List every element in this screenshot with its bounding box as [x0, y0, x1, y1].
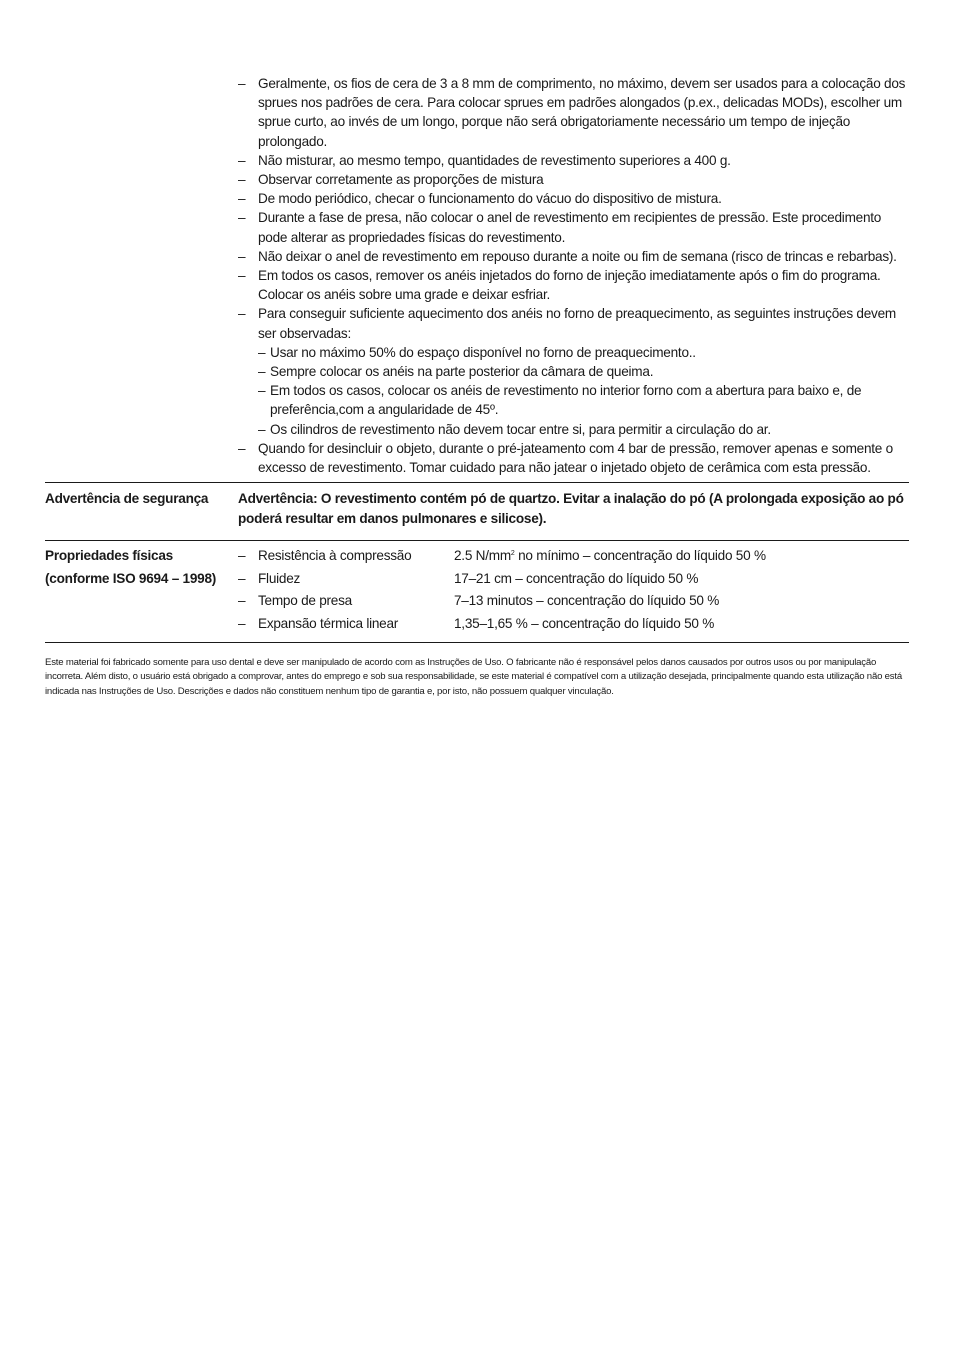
property-dash: – [238, 548, 246, 564]
list-item-text: Para conseguir suficiente aquecimento dos anéis no forno de preaquecimento, as seguintes instruções devem ser observadas: [258, 306, 896, 341]
divider [45, 540, 909, 541]
property-value: 1,35–1,65 % – concentração do líquido 50 % [454, 615, 715, 631]
superscript: 2 [510, 550, 515, 558]
list-dash: – [238, 306, 246, 322]
list-item [238, 151, 909, 170]
property-dash: – [238, 593, 246, 609]
sub-list-item-text: Em todos os casos, colocar os anéis de revestimento no interior forno com a abertura para baixo e, de preferência,com a angularidade de 45º. [270, 383, 862, 418]
property-name: Expansão térmica linear [258, 615, 399, 631]
property-value: 7–13 minutos – concentração do líquido 50 % [454, 593, 720, 609]
sub-list-item-text: Os cilindros de revestimento não devem tocar entre si, para permitir a circulação do ar. [270, 421, 771, 437]
sub-list-dash: – [258, 421, 266, 437]
divider [45, 482, 909, 483]
list-dash: – [238, 191, 246, 207]
list-item [238, 208, 909, 246]
list-item-text: Durante a fase de presa, não colocar o anel de revestimento em recipientes de pressão. Este procedimento pode alterar as propriedades físicas do revestimento. [258, 210, 882, 245]
sub-list-item [258, 381, 909, 419]
list-dash: – [238, 152, 246, 168]
property-name: Tempo de presa [258, 593, 352, 609]
list-dash: – [238, 76, 246, 91]
sub-list-item [258, 420, 909, 439]
property-value-text: no mínimo – concentração do líquido 50 % [514, 548, 766, 564]
list-dash: – [238, 210, 246, 226]
divider [45, 642, 909, 643]
physical-properties-title: Propriedades físicas [45, 548, 173, 564]
physical-properties-label [45, 545, 238, 635]
property-row [238, 613, 909, 636]
list-item-text: Observar corretamente as proporções de mistura [258, 172, 544, 188]
property-row [238, 545, 909, 568]
list-item [238, 189, 909, 208]
sub-list-item [258, 343, 909, 362]
list-item-text: Quando for desincluir o objeto, durante o pré-jateamento com 4 bar de pressão, remover apenas e somente o excesso de revestimento. Tomar cuidado para não jatear o injetado objeto de cerâmica com esta pressão. [258, 440, 893, 476]
property-name: Resistência à compressão [258, 548, 412, 564]
list-dash: – [238, 248, 246, 264]
property-name: Fluidez [258, 570, 301, 586]
list-item [238, 439, 909, 477]
sub-list-dash: – [258, 364, 266, 380]
sub-list-dash: – [258, 383, 266, 399]
property-value-text: 2.5 N/mm [454, 548, 511, 564]
sub-list-item-text: Sempre colocar os anéis na parte posterior da câmara de queima. [270, 364, 654, 380]
list-item [238, 74, 909, 151]
physical-properties-standard: (conforme ISO 9694 – 1998) [45, 570, 217, 586]
list-item-text: Geralmente, os fios de cera de 3 a 8 mm de comprimento, no máximo, devem ser usados para a colocação dos sprues nos padrões de cera. Para colocar sprues em padrões alongados (p.ex., delicadas MODs), escolher um sprue curto, ao invés de um longo, porque não será obrigatoriamente necessário um tempo de injeção prolongado. [258, 76, 906, 149]
property-value [454, 545, 909, 568]
sub-list-dash: – [258, 344, 266, 360]
document-page [45, 74, 909, 699]
list-item [238, 170, 909, 189]
list-item [238, 304, 909, 438]
property-row [238, 590, 909, 613]
sub-list-item [258, 362, 909, 381]
property-value: 17–21 cm – concentração do líquido 50 % [454, 570, 699, 586]
sub-list-item-text: Usar no máximo 50% do espaço disponível no forno de preaquecimento.. [270, 344, 696, 360]
list-dash: – [238, 268, 246, 284]
instruction-list [238, 74, 909, 477]
property-row [238, 568, 909, 591]
list-item [238, 247, 909, 266]
list-item-text: Não misturar, ao mesmo tempo, quantidades de revestimento superiores a 400 g. [258, 152, 731, 168]
list-item [238, 266, 909, 304]
list-item-text: Em todos os casos, remover os anéis injetados do forno de injeção imediatamente após o fim do programa. Colocar os anéis sobre uma grade e deixar esfriar. [258, 268, 881, 303]
safety-section [45, 489, 909, 528]
list-dash: – [238, 172, 246, 188]
list-item-text: Não deixar o anel de revestimento em repouso durante a noite ou fim de semana (risco de trincas e rebarbas). [258, 248, 897, 264]
safety-warning-text: Advertência: O revestimento contém pó de quartzo. Evitar a inalação do pó (A prolongada exposição ao pó poderá resultar em danos pulmonares e silicose). [238, 491, 904, 526]
disclaimer: Este material foi fabricado somente para uso dental e deve ser manipulado de acordo com as Instruções de Uso. O fabricante não é responsável pelos danos causados por outros usos ou por manipulação incorreta. Além disto, o usuário está obrigado a comprovar, antes do emprego e sob sua responsabilidade, se este material é compatível com a utilização desejada, principalmente quando esta utilização não está indicada nas Instruções de Uso. Descrições e dados não constituem nenhum tipo de garantia e, por isto, não possuem qualquer vinculação. [45, 657, 903, 697]
properties-table [238, 545, 909, 635]
property-dash: – [238, 615, 246, 631]
safety-label: Advertência de segurança [45, 491, 209, 507]
list-item-text: De modo periódico, checar o funcionamento do vácuo do dispositivo de mistura. [258, 191, 722, 207]
physical-properties-section [45, 545, 909, 635]
list-dash: – [238, 440, 246, 456]
property-dash: – [238, 570, 246, 586]
